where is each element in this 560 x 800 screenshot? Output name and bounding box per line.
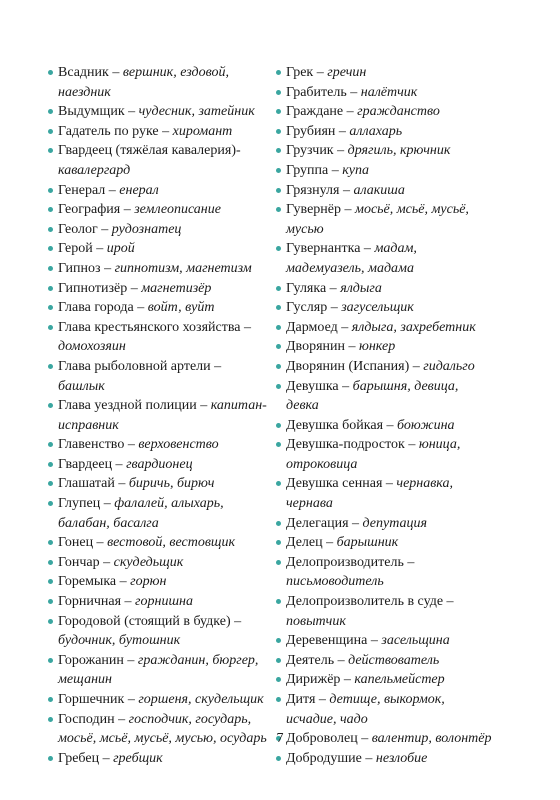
dictionary-entry — [276, 122, 494, 142]
entry-definition: боюжина — [397, 417, 455, 433]
entry-term: Городовой (стоящий в будке) – — [58, 613, 242, 629]
dictionary-entry — [48, 592, 270, 612]
entry-definition: гражданин, бюргер, мещанин — [58, 652, 259, 688]
dictionary-entry — [276, 514, 494, 534]
entry-term: Дармоед – — [286, 319, 352, 335]
entry-term: Герой – — [58, 241, 107, 257]
entry-term: Гуляка – — [286, 280, 341, 296]
entry-definition: вестовой, вестовщик — [107, 535, 236, 551]
entry-definition: гречин — [327, 65, 367, 80]
bullet-icon — [276, 560, 281, 565]
entry-term: Делопроизводитель – — [286, 554, 415, 570]
bullet-icon — [276, 109, 281, 114]
entry-definition: чудесник, затейник — [138, 104, 255, 120]
entry-definition: алакиша — [353, 182, 405, 198]
dictionary-entry — [48, 102, 270, 122]
bullet-icon — [48, 560, 53, 565]
dictionary-entry — [48, 318, 270, 357]
entry-definition: чернавка, чернава — [286, 476, 454, 512]
entry-term: Группа – — [286, 162, 343, 178]
entry-definition: кавалергард — [58, 162, 131, 178]
bullet-icon — [48, 305, 53, 310]
bullet-icon — [48, 129, 53, 134]
dictionary-entry — [48, 494, 270, 533]
dictionary-entry — [48, 63, 270, 102]
entry-definition: налётчик — [360, 84, 418, 100]
bullet-icon — [276, 442, 281, 447]
entry-term: Горничная – — [58, 594, 136, 610]
entry-term: Геолог – — [58, 221, 112, 237]
bullet-icon — [48, 188, 53, 193]
entry-term: Выдумщик – — [58, 104, 139, 120]
entry-term: Гувернёр – — [286, 202, 356, 218]
entry-definition: войт, вуйт — [147, 300, 215, 316]
entry-definition: валентир, волонтёр — [371, 731, 492, 747]
entry-definition: ялдыга, захребетник — [351, 319, 476, 335]
entry-term: Глава крестьянского хозяйства – — [58, 319, 251, 335]
dictionary-entry — [276, 651, 494, 671]
bullet-icon — [48, 227, 53, 232]
dictionary-entry — [48, 259, 270, 279]
bullet-icon — [276, 384, 281, 389]
dictionary-entry — [276, 83, 494, 103]
entry-definition: гвардионец — [126, 456, 193, 472]
dictionary-entry — [48, 357, 270, 396]
bullet-icon — [276, 325, 281, 330]
entry-term: Глава города – — [58, 300, 148, 316]
entry-term: Горемыка – — [58, 574, 131, 590]
dictionary-entry — [276, 357, 494, 377]
dictionary-entry — [276, 161, 494, 181]
entry-definition: незлобие — [375, 750, 428, 766]
entry-definition: засельщина — [381, 633, 450, 649]
dictionary-entry — [48, 612, 270, 651]
dictionary-entry — [276, 474, 494, 513]
dictionary-entry — [276, 631, 494, 651]
dictionary-entry — [48, 298, 270, 318]
dictionary-entry — [48, 572, 270, 592]
entry-definition: мадам, мадемуазель, мадама — [286, 241, 417, 276]
bullet-icon — [48, 109, 53, 114]
bullet-icon — [48, 442, 53, 447]
dictionary-entry — [276, 200, 494, 239]
bullet-icon — [276, 305, 281, 310]
entry-definition: гражданство — [357, 104, 440, 120]
dictionary-entry — [48, 141, 270, 180]
entry-term: Грек – — [286, 65, 328, 80]
bullet-icon — [48, 717, 53, 722]
entry-definition: барышник — [336, 535, 399, 551]
entry-definition: детище, выкормок, исчадие, чадо — [286, 692, 445, 727]
dictionary-entry — [48, 396, 270, 435]
entry-definition: мосьё, мсьё, мусьё, мусью — [286, 202, 469, 237]
entry-term: Грубиян – — [286, 123, 350, 139]
bullet-icon — [48, 756, 53, 761]
entry-definition: верховенство — [138, 437, 219, 453]
bullet-icon — [48, 540, 53, 545]
entry-definition: гипнотизм, магнетизм — [114, 260, 252, 276]
entry-term: Гвардеец – — [58, 456, 127, 472]
entry-definition: ялдыга — [340, 280, 382, 296]
bullet-icon — [276, 423, 281, 428]
entry-term: Глава уездной полиции – — [58, 398, 211, 414]
right-column — [276, 63, 494, 768]
dictionary-entry — [276, 298, 494, 318]
entry-definition: повытчик — [286, 613, 346, 629]
entry-term: География – — [58, 202, 135, 218]
dictionary-entry — [276, 63, 494, 83]
entry-term: Гувернантка – — [286, 241, 375, 257]
entry-term: Господин – — [58, 711, 129, 727]
bullet-icon — [276, 148, 281, 153]
entry-definition: письмоводитель — [286, 574, 384, 590]
entry-definition: дрягиль, крючник — [347, 143, 451, 159]
bullet-icon — [48, 207, 53, 212]
dictionary-entry — [48, 553, 270, 573]
dictionary-entry — [48, 435, 270, 455]
entry-term: Глупец – — [58, 496, 115, 512]
bullet-icon — [276, 540, 281, 545]
entry-term: Гребец – — [58, 750, 114, 766]
entry-definition: юница, отроковица — [286, 437, 461, 472]
dictionary-entry — [48, 749, 270, 769]
entry-definition: барышня, девица, девка — [286, 378, 459, 414]
dictionary-entry — [48, 690, 270, 710]
entry-definition: капитан-исправник — [58, 398, 267, 433]
entry-definition: землеописание — [134, 202, 221, 218]
page-number: 7 — [276, 731, 284, 746]
entry-definition: скудедьщик — [113, 554, 184, 570]
entry-term: Девушка-подросток – — [286, 437, 419, 453]
entry-definition: гребщик — [113, 750, 163, 766]
entry-term: Горшечник – — [58, 692, 139, 707]
bullet-icon — [276, 599, 281, 604]
entry-term: Дворянин (Испания) – — [286, 358, 424, 374]
bullet-icon — [276, 168, 281, 173]
dictionary-entry — [48, 279, 270, 299]
bullet-icon — [48, 697, 53, 702]
bullet-icon — [276, 638, 281, 643]
entry-definition: депутация — [362, 515, 427, 531]
entry-term: Девушка сенная – — [286, 476, 397, 492]
entry-definition: гидальго — [423, 358, 475, 374]
bullet-icon — [48, 325, 53, 330]
entry-term: Делец – — [286, 535, 337, 551]
dictionary-entry — [48, 239, 270, 259]
bullet-icon — [276, 90, 281, 95]
dictionary-entry — [48, 651, 270, 690]
entry-definition: рудознатец — [111, 221, 182, 237]
entry-term: Добродушие – — [286, 750, 376, 766]
dictionary-entry — [48, 533, 270, 553]
entry-definition: фалалей, алыхарь, балабан, басалга — [58, 496, 224, 531]
dictionary-entry — [276, 141, 494, 161]
dictionary-entry — [276, 690, 494, 729]
entry-term: Всадник – — [58, 65, 123, 80]
entry-definition: горюн — [130, 574, 167, 590]
entry-term: Делопроизволитель в суде – — [286, 594, 454, 610]
entry-term: Грабитель – — [286, 84, 361, 100]
bullet-icon — [276, 677, 281, 682]
bullet-icon — [48, 148, 53, 153]
bullet-icon — [48, 658, 53, 663]
entry-term: Гипнотизёр – — [58, 280, 142, 296]
entry-term: Гвардеец (тяжёлая кавалерия)- — [58, 143, 241, 159]
entry-definition: биричь, бирюч — [128, 476, 215, 492]
entry-term: Девушка – — [286, 378, 353, 394]
bullet-icon — [48, 246, 53, 251]
bullet-icon — [48, 579, 53, 584]
dictionary-entry — [276, 435, 494, 474]
entry-term: Генерал – — [58, 182, 120, 198]
dictionary-entry — [276, 279, 494, 299]
bullet-icon — [48, 481, 53, 486]
entry-term: Делегация – — [286, 515, 363, 531]
entry-definition: башлык — [58, 378, 105, 394]
entry-term: Граждане – — [286, 104, 358, 120]
entry-definition: енерал — [119, 182, 159, 198]
entry-term: Гадатель по руке – — [58, 123, 173, 139]
entry-definition: горшеня, скудельщик — [138, 692, 264, 707]
entry-term: Дитя – — [286, 692, 330, 707]
entry-term: Гонец – — [58, 535, 108, 551]
dictionary-entry — [276, 416, 494, 436]
bullet-icon — [48, 501, 53, 506]
dictionary-entry — [48, 455, 270, 475]
bullet-icon — [48, 364, 53, 369]
entry-term: Гончар – — [58, 554, 114, 570]
bullet-icon — [276, 129, 281, 134]
entry-definition: юнкер — [358, 339, 396, 355]
dictionary-entry — [48, 220, 270, 240]
entry-definition: домохозяин — [58, 339, 126, 355]
bullet-icon — [276, 364, 281, 369]
dictionary-entry — [48, 122, 270, 142]
entry-term: Дирижёр – — [286, 672, 355, 688]
entry-term: Грузчик – — [286, 143, 348, 159]
bullet-icon — [276, 246, 281, 251]
bullet-icon — [48, 599, 53, 604]
dictionary-entry — [276, 749, 494, 769]
bullet-icon — [276, 756, 281, 761]
entry-definition: будочник, бутошник — [58, 633, 181, 649]
dictionary-entry — [276, 102, 494, 122]
dictionary-entry — [48, 200, 270, 220]
entry-definition: ирой — [106, 241, 135, 257]
bullet-icon — [276, 344, 281, 349]
bullet-icon — [48, 70, 53, 75]
entry-definition: магнетизёр — [141, 280, 212, 296]
entry-definition: господчик, государь, мосьё, мсьё, мусьё, мусью, осударь — [58, 711, 267, 747]
entry-term: Глава рыболовной артели – — [58, 358, 222, 374]
entry-term: Девушка бойкая – — [286, 417, 398, 433]
bullet-icon — [276, 658, 281, 663]
dictionary-entry — [276, 337, 494, 357]
dictionary-entry — [276, 239, 494, 278]
bullet-icon — [48, 403, 53, 408]
dictionary-entry — [48, 181, 270, 201]
bullet-icon — [276, 286, 281, 291]
entry-term: Горожанин – — [58, 652, 138, 668]
entry-definition: хиромант — [172, 123, 233, 139]
entry-term: Главенство – — [58, 437, 139, 453]
bullet-icon — [276, 481, 281, 486]
bullet-icon — [276, 188, 281, 193]
dictionary-entry — [276, 318, 494, 338]
left-column — [48, 63, 270, 768]
entry-definition: вершник, ездовой, наездник — [58, 65, 229, 100]
bullet-icon — [276, 70, 281, 75]
entry-term: Глашатай – — [58, 476, 129, 492]
entry-definition: купа — [342, 162, 369, 178]
entry-term: Деятель – — [286, 652, 349, 668]
dictionary-entry — [276, 377, 494, 416]
entry-definition: горнишна — [135, 594, 193, 610]
entry-term: Гипноз – — [58, 260, 115, 276]
entry-term: Дворянин – — [286, 339, 359, 355]
bullet-icon — [48, 619, 53, 624]
dictionary-entry — [48, 474, 270, 494]
bullet-icon — [276, 521, 281, 526]
bullet-icon — [48, 462, 53, 467]
bullet-icon — [276, 207, 281, 212]
entry-definition: аллахарь — [349, 123, 403, 139]
bullet-icon — [48, 286, 53, 291]
dictionary-entry — [276, 181, 494, 201]
entry-term: Доброволец – — [286, 731, 372, 747]
entry-term: Грязнуля – — [286, 182, 354, 198]
dictionary-entry — [276, 592, 494, 631]
entry-definition: загусельщик — [341, 300, 414, 316]
bullet-icon — [276, 697, 281, 702]
dictionary-entry — [276, 670, 494, 690]
dictionary-entry — [276, 553, 494, 592]
entry-term: Деревенщина – — [286, 633, 382, 649]
bullet-icon — [48, 266, 53, 271]
entry-definition: капельмейстер — [354, 672, 445, 688]
entry-term: Гусляр – — [286, 300, 342, 316]
entry-definition: действователь — [348, 652, 440, 668]
dictionary-entry — [276, 533, 494, 553]
